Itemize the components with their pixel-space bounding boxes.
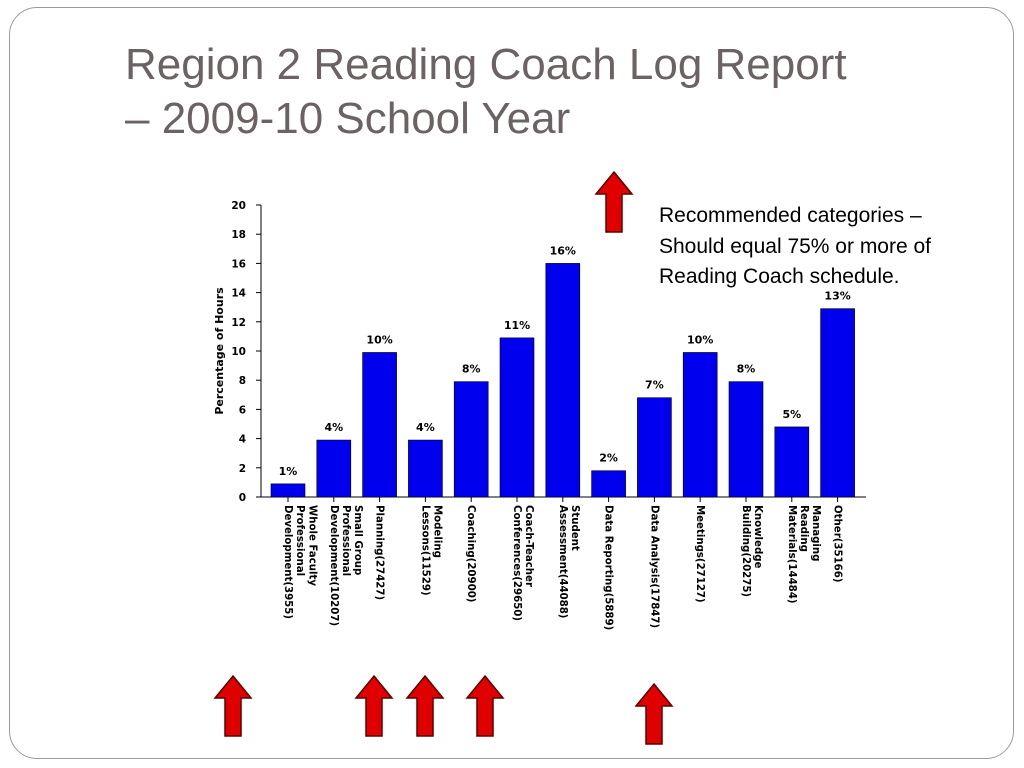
- category-label-12-0: Other(35166): [831, 505, 843, 583]
- bar-5: [500, 338, 534, 497]
- up-arrow-icon: [215, 676, 251, 736]
- bar-value-label-10: 8%: [736, 362, 756, 376]
- recommended-up-arrow-icon-4: [465, 674, 505, 738]
- bar-12: [821, 309, 855, 497]
- bar-value-label-0: 1%: [278, 464, 298, 478]
- bar-value-label-11: 5%: [782, 407, 802, 421]
- category-label-0-0: Whole Faculty: [306, 505, 318, 586]
- bar-value-label-5: 11%: [503, 318, 531, 332]
- recommended-up-arrow-icon-8: [634, 682, 674, 746]
- up-arrow-icon: [356, 676, 392, 736]
- bar-value-label-8: 7%: [645, 378, 664, 392]
- slide-title-line-1: Region 2 Reading Coach Log Report: [125, 40, 847, 89]
- category-label-10-0: Knowledge: [752, 505, 764, 569]
- category-label-11-0: Managing: [810, 505, 822, 562]
- y-tick-label-20: 20: [231, 200, 246, 212]
- up-arrow-icon: [467, 676, 503, 736]
- y-axis-title: Percentage of Hours: [213, 287, 226, 415]
- category-label-0-1: Professional: [294, 505, 306, 577]
- category-label-1-2: Development(10207): [327, 505, 339, 627]
- bar-6: [546, 263, 580, 497]
- bar-11: [775, 427, 809, 497]
- bar-4: [454, 382, 488, 497]
- up-arrow-icon: [636, 684, 672, 744]
- category-label-9-0: Meetings(27127): [694, 505, 706, 603]
- y-tick-label-0: 0: [238, 492, 246, 504]
- category-label-11-1: Reading: [798, 505, 809, 552]
- category-label-1-1: Professional: [340, 505, 351, 577]
- bar-2: [363, 352, 397, 497]
- bar-9: [683, 352, 717, 497]
- bar-7: [592, 471, 626, 497]
- category-label-1-0: Small Group: [352, 505, 364, 576]
- bar-value-label-12: 13%: [824, 289, 851, 303]
- bar-value-label-2: 10%: [366, 333, 393, 347]
- bar-value-label-3: 4%: [416, 421, 435, 435]
- category-label-11-2: Materials(14484): [785, 505, 797, 604]
- recommended-up-arrow-icon-0: [213, 674, 253, 738]
- up-arrow-icon: [407, 676, 443, 736]
- bar-value-label-4: 8%: [461, 362, 481, 376]
- bar-10: [729, 382, 763, 497]
- y-tick-label-14: 14: [231, 287, 246, 300]
- category-label-0-2: Development(3955): [282, 505, 293, 620]
- bar-value-label-9: 10%: [687, 333, 714, 347]
- recommended-note-line-2: Should equal 75% or more of: [659, 234, 932, 258]
- y-tick-label-8: 8: [238, 375, 246, 388]
- category-label-2-0: Planning(27427): [373, 505, 385, 601]
- y-tick-label-16: 16: [231, 258, 246, 271]
- bar-0: [271, 484, 305, 497]
- bar-3: [408, 440, 442, 497]
- category-label-6-0: Student: [569, 505, 580, 551]
- bar-value-label-1: 4%: [324, 421, 344, 435]
- bar-value-label-7: 2%: [599, 451, 618, 465]
- y-tick-label-18: 18: [231, 229, 246, 242]
- category-label-5-1: Conferences(29650): [511, 505, 522, 622]
- recommended-note-line-1: Recommended categories –: [659, 204, 922, 227]
- category-label-3-1: Lessons(11529): [419, 505, 431, 596]
- y-tick-label-4: 4: [238, 433, 246, 446]
- bar-8: [637, 398, 671, 497]
- y-tick-label-6: 6: [238, 404, 246, 417]
- category-label-4-0: Coaching(20900): [465, 505, 477, 603]
- legend-up-arrow-icon: [594, 170, 634, 234]
- category-label-10-1: Building(20275): [740, 505, 751, 598]
- bar-value-label-6: 16%: [549, 244, 576, 258]
- slide-title-line-2: – 2009-10 School Year: [125, 94, 571, 143]
- y-tick-label-12: 12: [231, 316, 246, 329]
- category-label-5-0: Coach-Teacher: [523, 505, 535, 587]
- category-label-8-0: Data Analysis(17847): [648, 505, 660, 629]
- category-label-6-1: Assessment(44088): [556, 505, 568, 619]
- category-label-7-0: Data Reporting(5889): [602, 505, 614, 631]
- recommended-note-line-3: Reading Coach schedule.: [659, 265, 900, 288]
- bar-1: [317, 440, 351, 497]
- recommended-up-arrow-icon-1: [354, 674, 394, 738]
- y-tick-label-10: 10: [231, 346, 246, 358]
- y-tick-label-2: 2: [238, 462, 246, 475]
- up-arrow-icon: [596, 172, 632, 232]
- category-label-3-0: Modeling: [431, 505, 443, 558]
- recommended-up-arrow-icon-3: [405, 674, 445, 738]
